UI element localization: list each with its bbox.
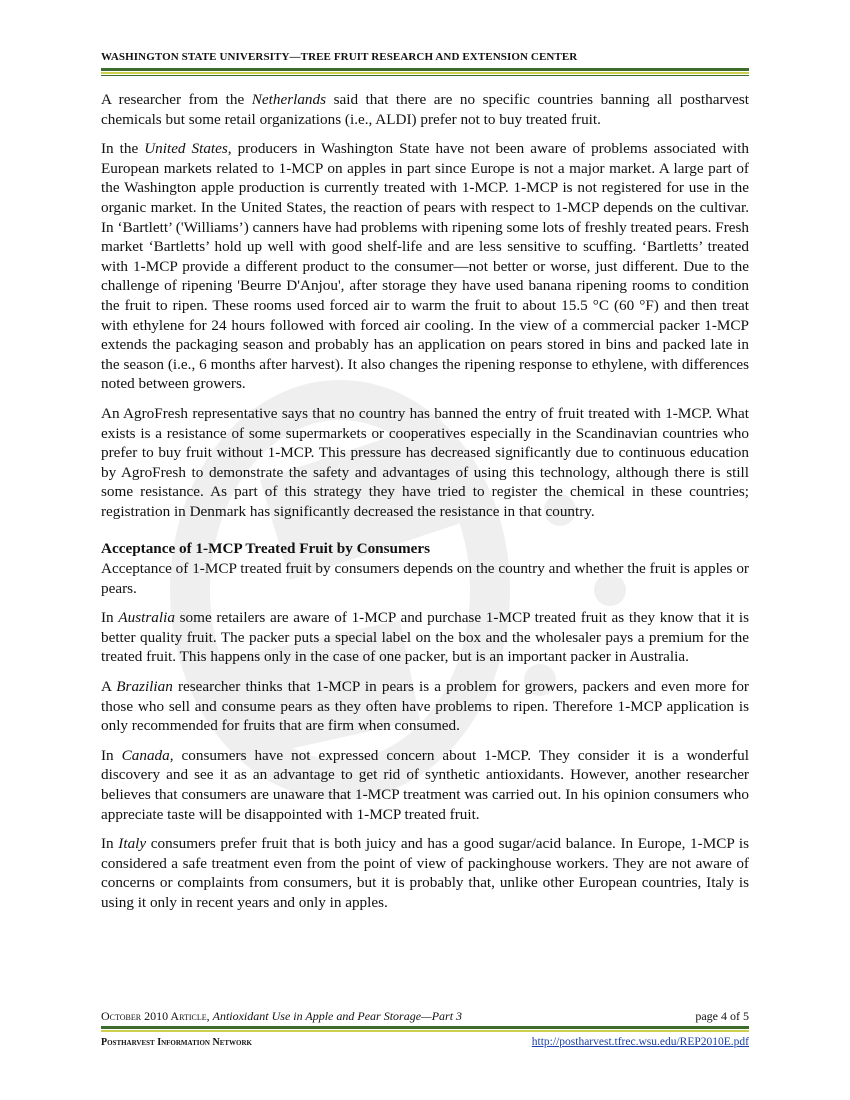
footer-network-name: Postharvest Information Network — [101, 1037, 252, 1048]
paragraph-italy: In Italy consumers prefer fruit that is both juicy and has a good sugar/acid balance. In Europe, 1-MCP is considered a safe treatment even from the point of view of packinghouse workers. They are not aware of concerns or complaints from consumers, but it is probably that, unlike other European countries, Italy is using it only in recent years and only in apples. — [101, 835, 749, 911]
paragraph-australia: In Australia some retailers are aware of 1-MCP and purchase 1-MCP treated fruit as they know that it is better quality fruit. The packer puts a special label on the box and the wholesaler pays a premium for the treated fruit. This happens only in the case of one packer, but is an important packer in Australia. — [101, 609, 750, 666]
article-body — [101, 90, 749, 923]
paragraph-acceptance: Acceptance of 1-MCP treated fruit by consumers depends on the country and whether the fruit is apples or pears. — [101, 560, 749, 597]
footer-article-info: October 2010 Article, Antioxidant Use in Apple and Pear Storage—Part 3 — [101, 1009, 463, 1023]
paragraph-united-states: In the United States, producers in Washington State have not been aware of problems associated with European markets related to 1-MCP on apples in part since Europe is not a major market. A large part of the Washington apple production is currently treated with 1-MCP. 1-MCP is not registered for use in the organic market. In the United States, the reaction of pears with respect to 1-MCP depends on the cultivar. In ‘Bartlett’ ('Williams’) canners have had problems with ripening some lots of freshly treated pears. Fresh market ‘Bartletts’ hold up well with good shelf-life and are less sensitive to scuffing. ‘Bartletts’ treated with 1-MCP provide a different product to the consumer—not better or worse, just different. Due to the challenge of ripening 'Beurre D'Anjou', after storage they have used banana ripening rooms to condition the fruit to ripen. These rooms used forced air to warm the fruit to about 15.5 °C (60 °F) and then treat with ethylene for 24 hours followed with forced air cooling. In the view of a commercial packer 1-MCP extends the packaging season and probably has an application on pears stored in bins and packed late in the season (i.e., 6 months after harvest). It also changes the ripening response to ethylene, with differences noted between growers. — [101, 140, 749, 393]
paragraph-netherlands: A researcher from the Netherlands said that there are no specific countries banning all postharvest chemicals but some retail organizations (i.e., ALDI) prefer not to buy treated fruit. — [101, 91, 749, 128]
header-rule-green — [101, 68, 749, 71]
footer-page-number: page 4 of 5 — [695, 1009, 749, 1023]
paragraph-brazil: A Brazilian researcher thinks that 1-MCP in pears is a problem for growers, packers and even more for those who sell and consume pears as they often have problems to ripen. Therefore 1-MCP application is only recommended for fruits that are firm when consumed. — [101, 678, 749, 735]
header-rule-green-thin — [101, 75, 749, 76]
header-rule-yellow — [101, 72, 749, 74]
page-header-title: WASHINGTON STATE UNIVERSITY—TREE FRUIT RESEARCH AND EXTENSION CENTER — [101, 51, 578, 63]
footer-url-link[interactable]: http://postharvest.tfrec.wsu.edu/REP2010E.pdf — [531, 1036, 749, 1048]
footer-rule-yellow — [101, 1030, 749, 1032]
paragraph-agrofresh: An AgroFresh representative says that no country has banned the entry of fruit treated with 1-MCP. What exists is a resistance of some supermarkets or cooperatives especially in the Scandinavian countries who prefer to buy fruit without 1-MCP. This pressure has decreased significantly due to continuous education by AgroFresh to demonstrate the safety and advantages of using this technology, although there is still some resistance. As part of this strategy they have tried to register the chemical in these countries; registration in Denmark has significantly decreased the resistance in that country. — [101, 404, 749, 520]
section-heading: Acceptance of 1-MCP Treated Fruit by Consumers — [101, 540, 431, 558]
paragraph-canada: In Canada, consumers have not expressed concern about 1-MCP. They consider it is a wonderful discovery and see it as an advantage to get rid of synthetic antioxidants. However, another researcher believes that consumers are unaware that 1-MCP treatment was carried out. In his opinion consumers who appreciate taste will be disappointed with 1-MCP treated fruit. — [101, 746, 750, 823]
footer-rule-green — [101, 1026, 749, 1029]
